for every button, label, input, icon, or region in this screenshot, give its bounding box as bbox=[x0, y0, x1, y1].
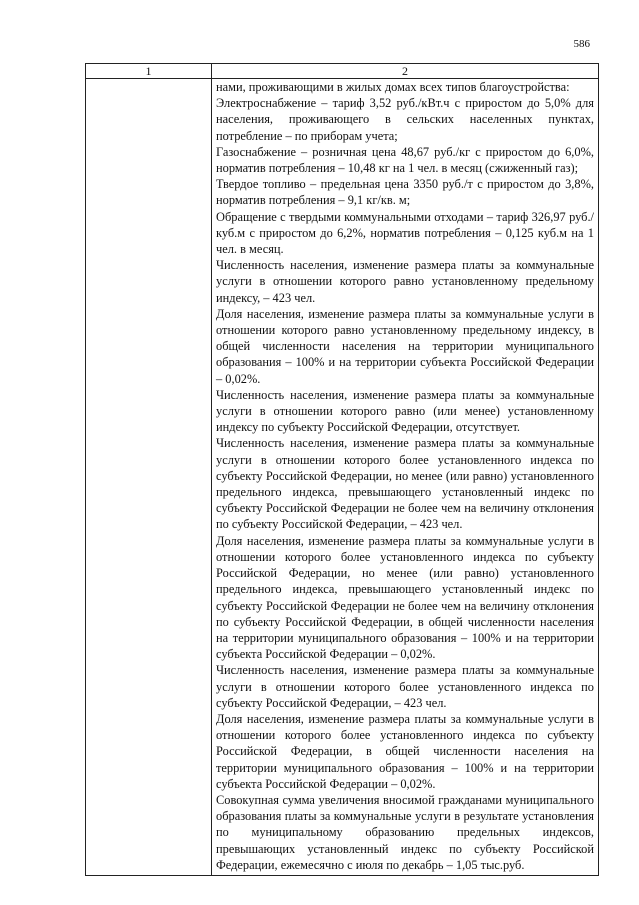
column-1-cell bbox=[86, 79, 212, 876]
paragraph-1: нами, проживающими в жилых домах всех типов благоустройства: bbox=[216, 80, 570, 94]
paragraph-7: Доля населения, изменение размера платы за коммунальные услуги в отношении которого равно установленному предельному индексу, в общей численности населения на территории муниципального образования – 100% и на территории субъекта Российской Федерации – 0,02%. bbox=[216, 306, 594, 386]
paragraph-11: Численность населения, изменение размера платы за коммунальные услуги в отношении которого более установленного индекса по субъекту Российской Федерации, – 423 чел. bbox=[216, 663, 594, 710]
paragraph-13: Совокупная сумма увеличения вносимой гражданами муниципального образования платы за коммунальные услуги в результате установления по муниципальному образованию предельных индексов, превышающих установленный индекс по субъекту Российской Федерации, ежемесячно с июля по декабрь – 1,05 тыс.руб. bbox=[216, 792, 594, 872]
column-header-1: 1 bbox=[86, 64, 212, 79]
document-table bbox=[85, 63, 599, 876]
paragraph-10: Доля населения, изменение размера платы за коммунальные услуги в отношении которого более установленного индекса по субъекту Российской Федерации, но менее (или равно) установленного предельного индекса, превышающего установленный индекс по субъекту Российской Федерации не более чем на величину отклонения по субъекту Российской Федерации, в общей численности населения на территории муниципального образования – 100% и на территории субъекта Российской Федерации – 0,02%. bbox=[216, 533, 594, 662]
paragraph-5: Обращение с твердыми коммунальными отходами – тариф 326,97 руб./куб.м с приростом до 6,2%, норматив потребления – 0,125 куб.м на 1 чел. в месяц. bbox=[216, 209, 594, 257]
column-2-cell bbox=[212, 79, 599, 876]
paragraph-2: Электроснабжение – тариф 3,52 руб./кВт.ч с приростом до 5,0% для населения, проживающего в сельских населенных пунктах, потребление – по приборам учета; bbox=[216, 96, 594, 143]
paragraph-12: Доля населения, изменение размера платы за коммунальные услуги в отношении которого более установленного индекса по субъекту Российской Федерации, в общей численности населения на территории муниципального образования – 100% и на территории субъекта Российской Федерации – 0,02%. bbox=[216, 711, 594, 791]
paragraph-4: Твердое топливо – предельная цена 3350 руб./т с приростом до 3,8%, норматив потребления – 9,1 кг/кв. м; bbox=[216, 177, 594, 208]
paragraph-3: Газоснабжение – розничная цена 48,67 руб./кг с приростом до 6,0%, норматив потребления – 10,48 кг на 1 чел. в месяц (сжиженный газ); bbox=[216, 144, 594, 176]
table-header-row bbox=[86, 64, 599, 79]
table-body-row bbox=[86, 79, 599, 876]
page-number: 586 bbox=[573, 38, 590, 50]
column-header-2: 2 bbox=[212, 64, 599, 79]
paragraph-6: Численность населения, изменение размера платы за коммунальные услуги в отношении которого равно установленному предельному индексу, – 423 чел. bbox=[216, 258, 594, 305]
paragraph-8: Численность населения, изменение размера платы за коммунальные услуги в отношении которого равно (или менее) установленному индексу по субъекту Российской Федерации, отсутствует. bbox=[216, 387, 594, 435]
paragraph-9: Численность населения, изменение размера платы за коммунальные услуги в отношении которого более установленного индекса по субъекту Российской Федерации, но менее (или равно) установленного предельного индекса, превышающего установленный индекс по субъекту Российской Федерации не более чем на величину отклонения по субъекту Российской Федерации, – 423 чел. bbox=[216, 436, 594, 532]
